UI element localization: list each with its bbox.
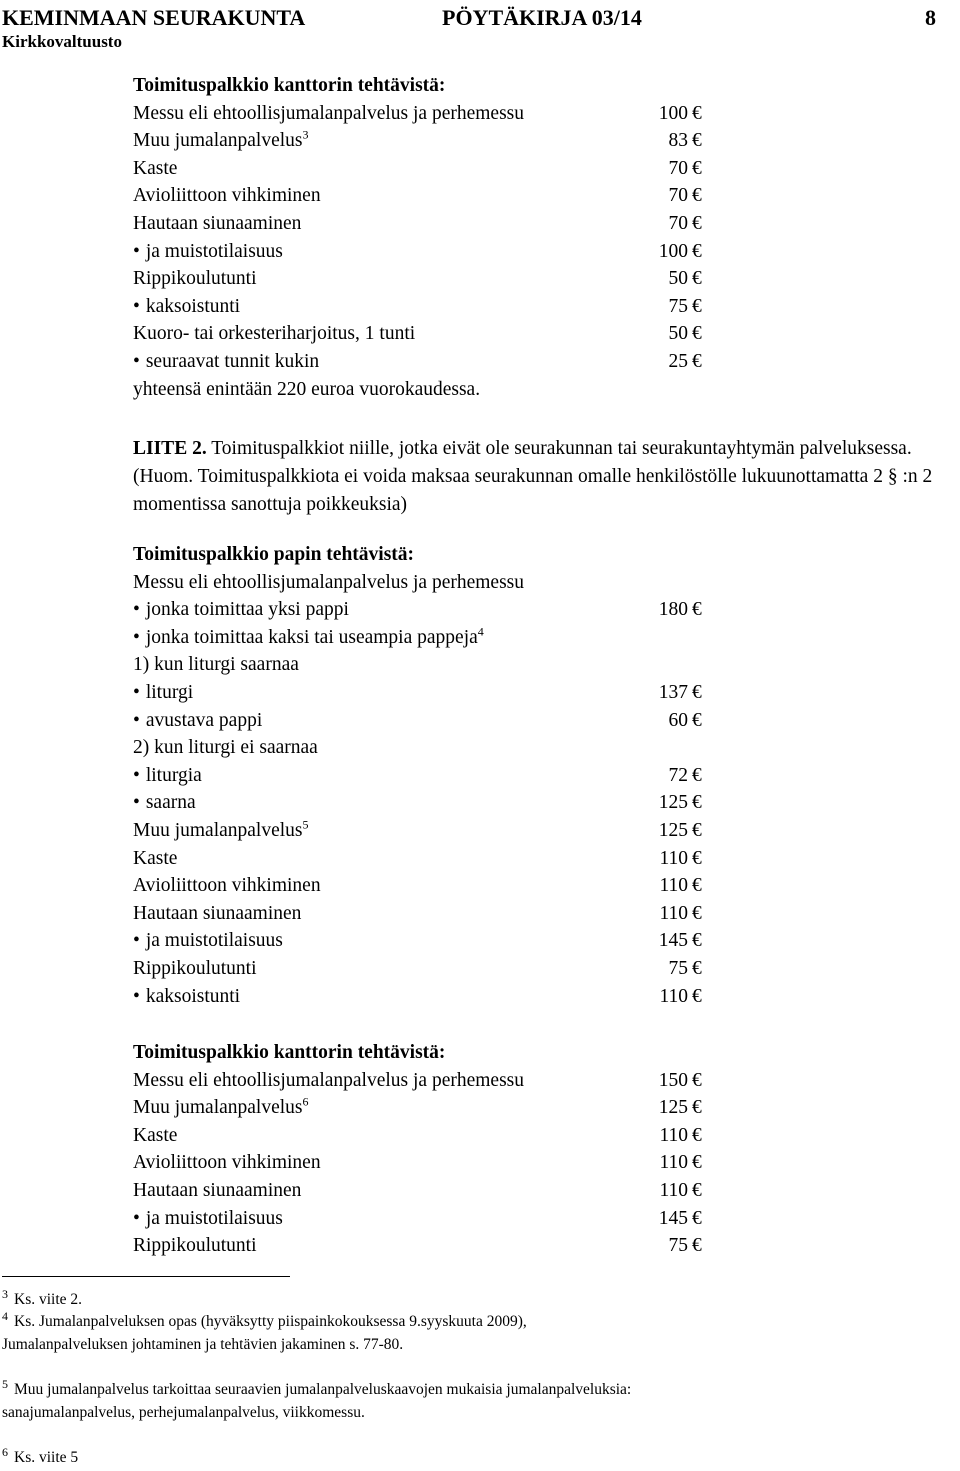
fee-amount: 75 [668, 295, 688, 317]
fee-row-label: yhteensä enintään 220 euroa vuorokaudessa. [133, 378, 481, 400]
fee-amount: 125 [658, 792, 688, 814]
fee-amount: 70 [668, 185, 688, 207]
euro-icon: € [692, 958, 702, 979]
fee-row-label: Kuoro- tai orkesteriharjoitus, 1 tunti [133, 323, 416, 345]
fee-amount: 75 [668, 958, 688, 979]
bullet-icon: • [133, 240, 140, 262]
fee-row-label: • kaksoistunti [133, 295, 241, 317]
fee-row-label: Rippikoulutunti [133, 1235, 257, 1257]
fee-amount: 110 [659, 1124, 688, 1146]
bullet-icon: • [133, 1207, 140, 1229]
euro-icon: € [692, 1180, 702, 1201]
fee-row-label: Hautaan siunaaminen [133, 213, 302, 234]
fee-row-label: Avioliittoon vihkiminen [133, 875, 321, 897]
fee-amount: 70 [668, 157, 688, 179]
fee-amount: 100 [658, 102, 688, 124]
fee-amount: 110 [659, 1180, 688, 1201]
footnote-number: 6 [2, 1444, 8, 1459]
euro-icon: € [692, 1124, 702, 1146]
fee-amount: 110 [659, 1152, 688, 1174]
fee-amount: 70 [668, 213, 688, 234]
euro-icon: € [692, 213, 702, 234]
euro-icon: € [692, 599, 702, 621]
fee-row-label: Hautaan siunaaminen [133, 1180, 302, 1201]
euro-icon: € [692, 847, 702, 869]
fee-row-label: Muu jumalanpalvelus$^3$ [133, 127, 309, 152]
euro-icon: € [692, 764, 702, 786]
fee-amount: 150 [658, 1069, 688, 1091]
fee-row-label: • ja muistotilaisuus [133, 1207, 283, 1229]
governing-body: Kirkkovaltuusto [2, 32, 122, 51]
fee-amount: 110 [659, 985, 688, 1007]
euro-icon: € [692, 1207, 702, 1229]
bullet-icon: • [133, 682, 140, 703]
euro-icon: € [692, 902, 702, 924]
footnote-line: $^5$ Muu jumalanpalvelus tarkoittaa seuraavien jumalanpalveluskaavojen mukaisia jumalanpalveluksia: [2, 1376, 632, 1398]
page-number: 8 [925, 5, 936, 30]
fee-row-label: Rippikoulutunti [133, 958, 257, 979]
footnote-ref: 3 [302, 127, 309, 142]
fee-row-label: • jonka toimittaa kaksi tai useampia pappeja$^4$ [133, 624, 484, 648]
fee-row-label: Avioliittoon vihkiminen [133, 185, 321, 207]
fee-amount: 25 [668, 351, 688, 372]
fee-amount: 60 [668, 709, 688, 731]
fee-row-label: • kaksoistunti [133, 985, 241, 1007]
fee-row-label: 2) kun liturgi ei saarnaa [133, 737, 318, 759]
fee-amount: 50 [668, 268, 688, 290]
footnote-divider [2, 1276, 290, 1277]
fee-amount: 125 [658, 1097, 688, 1119]
fee-row-label: • avustava pappi [133, 709, 263, 731]
euro-icon: € [692, 875, 702, 897]
euro-icon: € [692, 682, 702, 703]
euro-icon: € [692, 240, 702, 262]
fee-amount: 180 [658, 599, 688, 621]
fee-amount: 110 [659, 875, 688, 897]
fee-amount: 75 [668, 1235, 688, 1257]
euro-icon: € [692, 985, 702, 1007]
footnote-line: Jumalanpalveluksen johtaminen ja tehtävien jakaminen s. 77-80. [2, 1336, 404, 1353]
fee-amount: 137 [658, 682, 688, 703]
euro-icon: € [692, 102, 702, 124]
document-title: PÖYTÄKIRJA 03/14 [442, 5, 642, 30]
fee-amount: 110 [659, 847, 688, 869]
fee-row-label: Muu jumalanpalvelus$^5$ [133, 817, 309, 841]
fee-amount: 100 [658, 240, 688, 262]
footnote-ref: 5 [302, 817, 309, 832]
fee-row-label: Kaste [133, 1124, 178, 1146]
fee-row-label: Kaste [133, 847, 178, 869]
fee-amount: 145 [658, 1207, 688, 1229]
fee-row-label: Hautaan siunaaminen [133, 902, 302, 924]
euro-icon: € [692, 130, 702, 152]
euro-icon: € [692, 351, 702, 372]
fee-row-label: • ja muistotilaisuus [133, 240, 283, 262]
fee-row-label: 1) kun liturgi saarnaa [133, 654, 299, 676]
bullet-icon: • [133, 985, 140, 1007]
footnote-line: $^3$ Ks. viite 2. [2, 1286, 83, 1308]
euro-icon: € [692, 157, 702, 179]
fee-amount: 50 [668, 323, 688, 345]
appendix-text: Toimituspalkkiot niille, jotka eivät ole seurakunnan tai seurakuntayhtymän palveluksessa. (Huom. Toimituspalkkiota ei voida maksaa seurakunnan omalle henkilöstölle lukuunottamatta 2 § :n 2 momentissa sanottuja poikkeuksia) [133, 438, 933, 515]
fee-row-label: Avioliittoon vihkiminen [133, 1152, 321, 1174]
fee-row-label: Messu eli ehtoollisjumalanpalvelus ja perhemessu [133, 1069, 524, 1091]
fee-amount: 72 [668, 764, 688, 786]
bullet-icon: • [133, 599, 140, 621]
footnote-line: $^6$ Ks. viite 5 [2, 1444, 79, 1466]
euro-icon: € [692, 185, 702, 207]
fee-amount: 110 [659, 902, 688, 924]
euro-icon: € [692, 792, 702, 814]
footnote-number: 4 [2, 1308, 8, 1323]
fee-row-label: Rippikoulutunti [133, 268, 257, 290]
footnote-ref: 4 [477, 624, 484, 639]
bullet-icon: • [133, 626, 140, 648]
fee-row-label: • liturgi [133, 682, 194, 703]
fee-amount: 145 [658, 930, 688, 952]
section-title: Toimituspalkkio papin tehtävistä: [133, 544, 415, 565]
appendix-paragraph [133, 435, 953, 519]
fee-amount: 83 [668, 130, 688, 152]
fee-row-label: Messu eli ehtoollisjumalanpalvelus ja perhemessu [133, 102, 524, 124]
euro-icon: € [692, 709, 702, 731]
bullet-icon: • [133, 295, 140, 317]
footnote-number: 5 [2, 1376, 8, 1391]
section-title: Toimituspalkkio kanttorin tehtävistä: [133, 75, 446, 96]
euro-icon: € [692, 295, 702, 317]
fee-row-label: • ja muistotilaisuus [133, 930, 283, 952]
euro-icon: € [692, 1097, 702, 1119]
organization-name: KEMINMAAN SEURAKUNTA [2, 5, 306, 30]
fee-amount: 125 [658, 820, 688, 841]
bullet-icon: • [133, 764, 140, 786]
euro-icon: € [692, 1152, 702, 1174]
fee-row-label: • jonka toimittaa yksi pappi [133, 599, 349, 621]
euro-icon: € [692, 820, 702, 841]
footnote-line: $^4$ Ks. Jumalanpalveluksen opas (hyväksytty piispainkokouksessa 9.syyskuuta 2009), [2, 1308, 527, 1330]
bullet-icon: • [133, 792, 140, 814]
fee-row-label: • liturgia [133, 764, 202, 786]
footnote-number: 3 [2, 1286, 8, 1301]
footnote-line: sanajumalanpalvelus, perhejumalanpalvelus, viikkomessu. [2, 1404, 365, 1421]
section-title: Toimituspalkkio kanttorin tehtävistä: [133, 1042, 446, 1063]
fee-row-label: Muu jumalanpalvelus$^6$ [133, 1094, 309, 1119]
euro-icon: € [692, 1235, 702, 1257]
euro-icon: € [692, 268, 702, 290]
fee-row-label: • saarna [133, 792, 196, 814]
fee-row-label: Messu eli ehtoollisjumalanpalvelus ja perhemessu [133, 571, 524, 593]
bullet-icon: • [133, 709, 140, 731]
fee-row-label: Kaste [133, 157, 178, 179]
fee-row-label: • seuraavat tunnit kukin [133, 351, 320, 372]
euro-icon: € [692, 930, 702, 952]
euro-icon: € [692, 323, 702, 345]
appendix-label: LIITE 2. [133, 438, 207, 459]
euro-icon: € [692, 1069, 702, 1091]
bullet-icon: • [133, 930, 140, 952]
bullet-icon: • [133, 351, 140, 372]
footnote-ref: 6 [302, 1094, 309, 1109]
